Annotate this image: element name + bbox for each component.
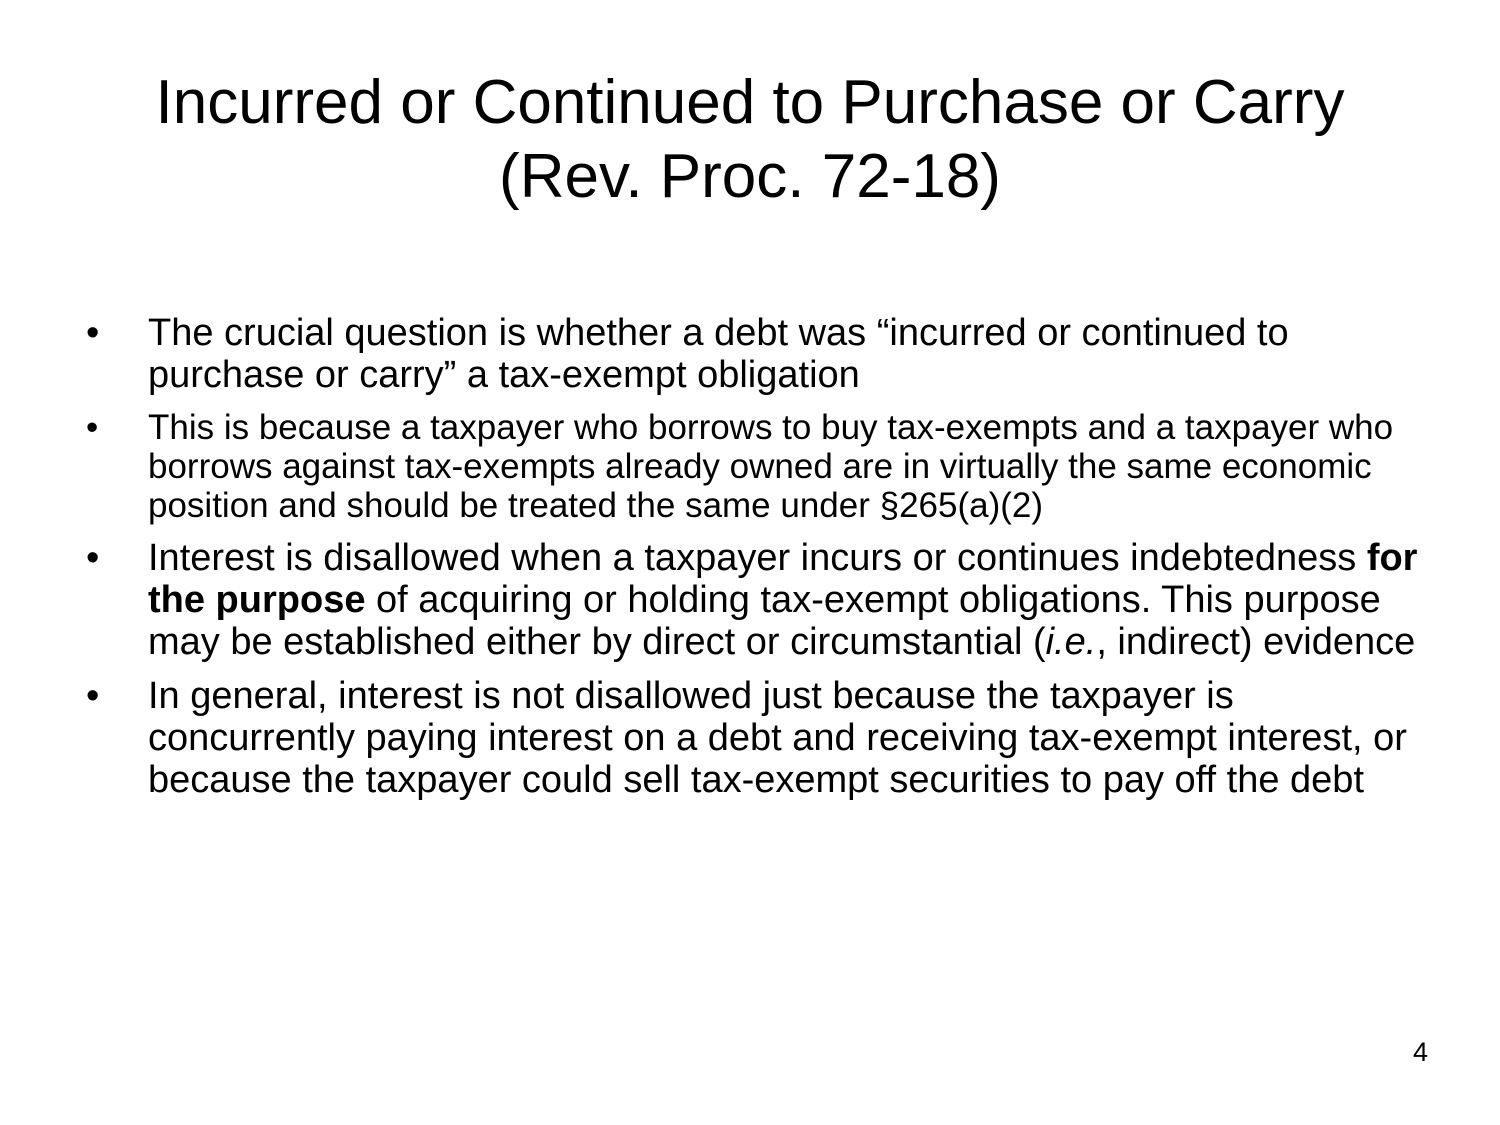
bullet-item-3 [86, 537, 1426, 663]
bullet-icon: • [86, 312, 100, 354]
bullet-icon: • [86, 537, 100, 579]
page-number: 4 [1412, 1037, 1428, 1067]
bullet-text: The crucial question is whether a debt was “incurred or continued to purchase or carry” a tax-exempt obligation [148, 312, 1289, 396]
bullet-italic-text: i.e. [1045, 621, 1097, 663]
bullet-item-1 [86, 312, 1426, 396]
bullet-text-segment: , indirect) evidence [1096, 621, 1416, 663]
bullet-text [148, 537, 1417, 663]
bullet-list [86, 312, 1426, 813]
slide-title-line-2: (Rev. Proc. 72-18) [499, 142, 1001, 211]
slide-title [60, 66, 1440, 214]
bullet-text-segment: of acquiring or holding tax-exempt obligations. This purpose may be established either by direct or circumstantial ( [148, 579, 1381, 663]
bullet-text: In general, interest is not disallowed just because the taxpayer is concurrently paying interest on a debt and receiving tax-exempt interest, or because the taxpayer could sell tax-exempt securities to pay off the debt [148, 675, 1407, 801]
slide-title-line-1: Incurred or Continued to Purchase or Carry [155, 68, 1345, 137]
bullet-icon: • [86, 675, 100, 717]
bullet-item-2 [86, 408, 1426, 525]
bullet-icon: • [86, 408, 99, 447]
bullet-bold-text: for the purpose [148, 537, 1418, 621]
bullet-text: This is because a taxpayer who borrows to buy tax-exempts and a taxpayer who borrows against tax-exempts already owned are in virtually the same economic position and should be treated the same under §265(a)(2) [148, 408, 1394, 525]
bullet-item-4 [86, 675, 1426, 801]
bullet-text-segment: Interest is disallowed when a taxpayer incurs or continues indebtedness [148, 537, 1367, 579]
